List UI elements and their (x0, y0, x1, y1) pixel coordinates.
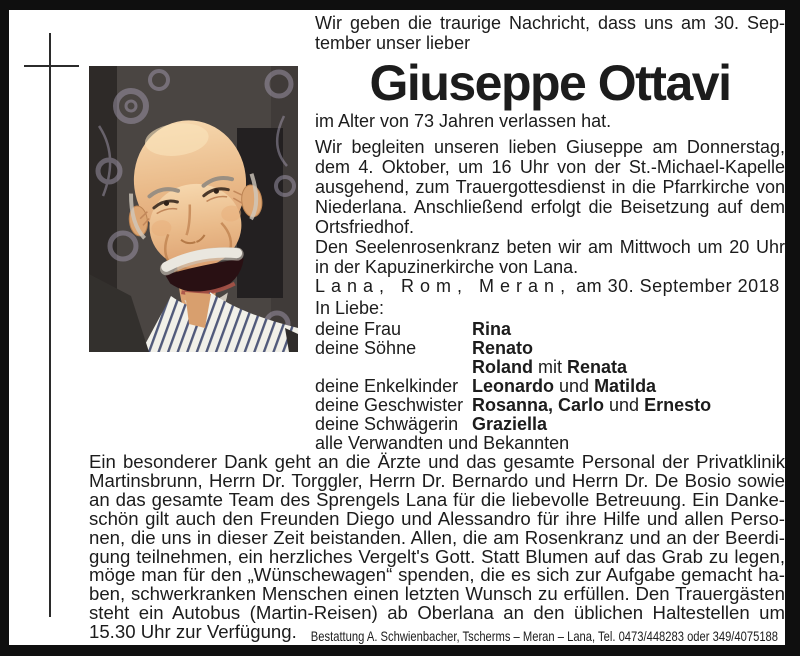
portrait-photo (89, 66, 298, 352)
portrait-illustration (89, 66, 298, 352)
funeral-details (315, 137, 785, 277)
dateline (315, 276, 785, 296)
family-row (315, 396, 785, 415)
family-list (315, 320, 785, 434)
family-member-names: Rina (472, 319, 512, 339)
thanks-paragraph: Ein besonderer Dank geht an die Ärzte und das gesamte Personal der Privatklinik Martinsbrunn, Herrn Dr. Torggler, Herrn Dr. Bernardo und Herrn Dr. De Bosio sowie an das gesamte Team des Sprengels Lana für die liebevolle Betreuung. Ein Dankeschön gilt auch den Freunden Diego und Alessandro für ihre Hilfe und allen Personen, die uns in dieser Zeit beistanden. Allen, die am Rosenkranz und an der Beerdigung teilnehmen, ein herzliches Vergelt's Gott. Statt Blumen auf das Grab zu legen, möge man für den „Wünschewagen“ spenden, die es sich zur Aufgabe gemacht haben, schwerkranken Menschen einen letzten Wunsch zu erfüllen. Den Trauergästen steht ein Autobus (Martin-Reisen) ab Oberlana an den üblichen Haltestellen um 15.30 Uhr zur Verfügung. (89, 451, 785, 643)
family-member-names: Rosanna, Carlo und Ernesto (472, 395, 712, 415)
family-member-names: Renato (472, 338, 534, 358)
intro-text: Wir geben die traurige Nachricht, dass uns am 30. September unser lieber (315, 13, 785, 53)
family-row (315, 320, 785, 339)
funeral-text: Wir begleiten unseren lieben Giuseppe am Donnerstag, dem 4. Oktober, um 16 Uhr von der St.-Michael-Kapelle ausgehend, zum Trauergottesdienst in die Pfarrkirche von Niederlana. Anschließend erfolgt die Beisetzung auf dem Ortsfriedhof. (315, 137, 785, 237)
dateline-places: Lana, Rom, Meran, (315, 276, 572, 296)
family-row (315, 339, 785, 358)
memorial-cross-icon (24, 65, 79, 67)
family-member-names: Graziella (472, 414, 548, 434)
rosary-text: Den Seelenrosenkranz beten wir am Mittwoch um 20 Uhr in der Kapuzinerkirche von Lana. (315, 237, 785, 277)
salutation: In Liebe: (315, 298, 385, 318)
relatives-line: alle Verwandten und Bekannten (315, 433, 570, 453)
family-relation-label: deine Söhne (315, 338, 417, 358)
funeral-home-attribution: Bestattung A. Schwienbacher, Tscherms – Meran – Lana, Tel. 0473/448283 oder 349/4075188 (310, 628, 778, 644)
dateline-date: am 30. September 2018 (576, 276, 780, 296)
memorial-cross-icon (49, 33, 51, 617)
family-row (315, 358, 785, 377)
family-member-names: Leonardo und Matilda (472, 376, 657, 396)
deceased-name: Giuseppe Ottavi (369, 55, 731, 111)
family-relation-label: deine Frau (315, 319, 402, 339)
family-relation-label: deine Enkelkinder (315, 376, 459, 396)
family-relation-label: deine Geschwister (315, 395, 464, 415)
family-relation-label (315, 358, 472, 377)
family-row (315, 377, 785, 396)
family-row (315, 415, 785, 434)
family-member-names: Roland mit Renata (472, 357, 628, 377)
family-relation-label: deine Schwägerin (315, 414, 459, 434)
family-block (315, 320, 785, 453)
age-line: im Alter von 73 Jahren verlassen hat. (315, 111, 612, 131)
